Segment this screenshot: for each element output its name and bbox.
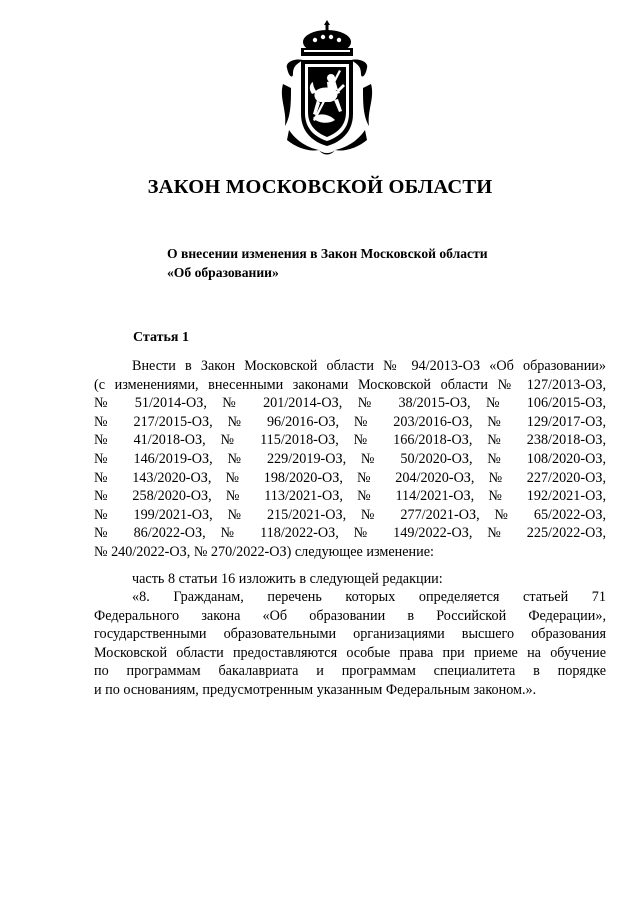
text-line: № 86/2022-ОЗ, № 118/2022-ОЗ, № 149/2022-ОЗ, № 225/2022-ОЗ, bbox=[94, 525, 606, 542]
text-line: № 41/2018-ОЗ, № 115/2018-ОЗ, № 166/2018-ОЗ, № 238/2018-ОЗ, bbox=[94, 432, 606, 449]
text-line: (с изменениями, внесенными законами Московской области № 127/2013-ОЗ, bbox=[94, 376, 606, 393]
text-line: по программам бакалавриата и программам специалитета в порядке bbox=[94, 663, 606, 680]
text-line: часть 8 статьи 16 изложить в следующей редакции: bbox=[132, 571, 443, 587]
text-line: «8. Гражданам, перечень которых определяется статьей 71 bbox=[132, 589, 606, 605]
text-line: № 146/2019-ОЗ, № 229/2019-ОЗ, № 50/2020-ОЗ, № 108/2020-ОЗ, bbox=[94, 450, 606, 467]
text-line: № 51/2014-ОЗ, № 201/2014-ОЗ, № 38/2015-ОЗ, № 106/2015-ОЗ, bbox=[94, 395, 606, 412]
paragraph-change-instruction bbox=[94, 570, 606, 589]
text-line: № 217/2015-ОЗ, № 96/2016-ОЗ, № 203/2016-ОЗ, № 129/2017-ОЗ, bbox=[94, 413, 606, 430]
paragraph-new-wording bbox=[94, 588, 606, 700]
text-line: Внести в Закон Московской области № 94/2013-ОЗ «Об образовании» bbox=[132, 358, 606, 374]
text-line: Московской области предоставляются особые права при приеме на обучение bbox=[94, 644, 606, 661]
subtitle-line: «Об образовании» bbox=[167, 265, 279, 280]
text-line: № 258/2020-ОЗ, № 113/2021-ОЗ, № 114/2021-ОЗ, № 192/2021-ОЗ, bbox=[94, 488, 606, 505]
article-heading: Статья 1 bbox=[133, 330, 189, 345]
text-line: государственными образовательными организациями высшего образования bbox=[94, 626, 606, 643]
text-line: № 143/2020-ОЗ, № 198/2020-ОЗ, № 204/2020-ОЗ, № 227/2020-ОЗ, bbox=[94, 469, 606, 486]
document-title: ЗАКОН МОСКОВСКОЙ ОБЛАСТИ bbox=[147, 176, 493, 198]
document-subtitle bbox=[167, 244, 567, 282]
paragraph-amendment-intro bbox=[94, 357, 606, 562]
text-line: № 240/2022-ОЗ, № 270/2022-ОЗ) следующее изменение: bbox=[94, 543, 434, 560]
coat-of-arms-icon bbox=[279, 18, 375, 158]
text-line: № 199/2021-ОЗ, № 215/2021-ОЗ, № 277/2021-ОЗ, № 65/2022-ОЗ, bbox=[94, 506, 606, 523]
text-line: и по основаниям, предусмотренным указанным Федеральным законом.». bbox=[94, 681, 537, 698]
text-line: Федерального закона «Об образовании в Российской Федерации», bbox=[94, 607, 606, 624]
subtitle-line: О внесении изменения в Закон Московской области bbox=[167, 246, 488, 261]
